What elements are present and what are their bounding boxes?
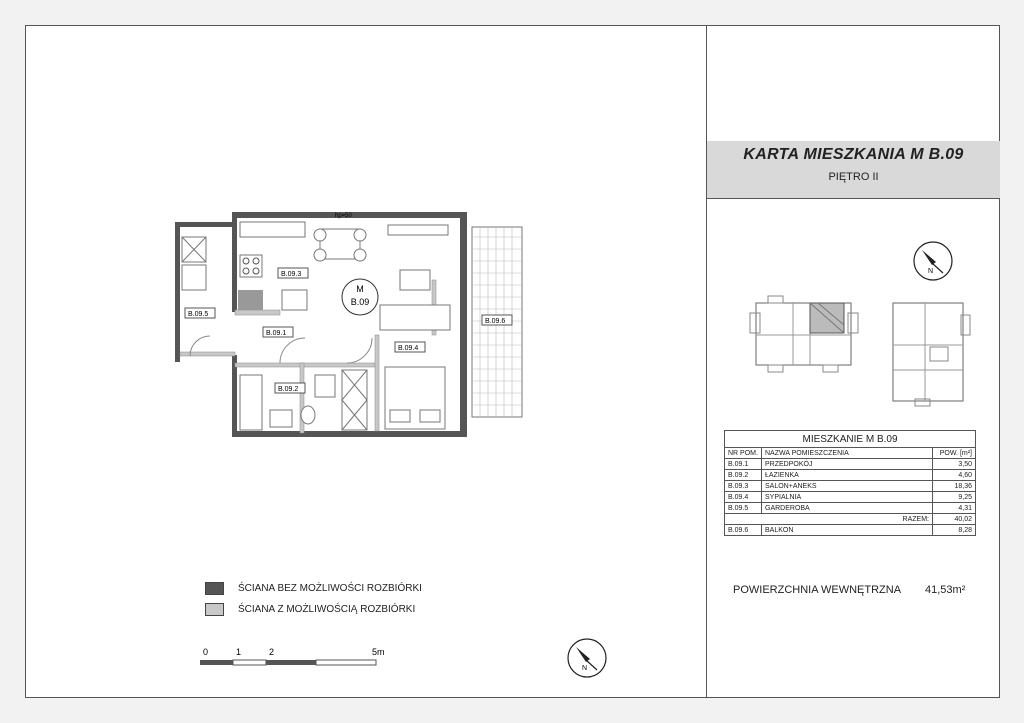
- room-schedule-table: [724, 430, 976, 536]
- north-arrow-icon: [912, 240, 954, 282]
- table-total-row: [725, 514, 976, 525]
- title-bottom-line: [706, 198, 1000, 199]
- table-row: [725, 525, 976, 536]
- room-label: B.09.2: [278, 386, 299, 393]
- table-row: [725, 470, 976, 481]
- scale-label: 5m: [372, 647, 385, 657]
- total-label: RAZEM:: [725, 514, 933, 525]
- floor-label: PIĘTRO II: [828, 171, 879, 183]
- title-block-divider: [706, 25, 707, 698]
- legend-item-structural: [205, 582, 422, 595]
- room-nr: B.09.1: [725, 459, 762, 470]
- room-label: B.09.1: [266, 330, 287, 337]
- room-area: 3,50: [933, 459, 976, 470]
- key-plan-right: [885, 295, 975, 410]
- svg-text:N: N: [928, 268, 934, 275]
- room-area: 4,60: [933, 470, 976, 481]
- legend-item-partition: [205, 603, 415, 616]
- room-area: 4,31: [933, 503, 976, 514]
- legend-label: ŚCIANA BEZ MOŻLIWOŚCI ROZBIÓRKI: [238, 583, 422, 595]
- room-area: 8,28: [933, 525, 976, 536]
- toilet: [301, 406, 315, 424]
- washing-machine-icon: [282, 290, 307, 310]
- room-nr: B.09.6: [725, 525, 762, 536]
- room-label: B.09.3: [281, 271, 302, 278]
- room-label: B.09.5: [188, 311, 209, 318]
- room-name: PRZEDPOKÓJ: [762, 459, 933, 470]
- room-nr: B.09.3: [725, 481, 762, 492]
- key-plan-left: [748, 295, 860, 375]
- room-nr: B.09.2: [725, 470, 762, 481]
- table-caption: MIESZKANIE M B.09: [725, 431, 976, 448]
- room-name: GARDEROBA: [762, 503, 933, 514]
- sheet-title: KARTA MIESZKANIA M B.09: [743, 146, 964, 163]
- svg-text:N: N: [582, 665, 588, 672]
- room-area: 9,25: [933, 492, 976, 503]
- fridge: [238, 290, 263, 310]
- floor-plan: [160, 205, 530, 445]
- kitchen-counter: [240, 222, 305, 237]
- door-swing: [347, 338, 372, 363]
- room-name: SALON+ANEKS: [762, 481, 933, 492]
- room-label: B.09.6: [485, 318, 506, 325]
- room-area: 18,36: [933, 481, 976, 492]
- table-row: [725, 481, 976, 492]
- total-value: 40,02: [933, 514, 976, 525]
- scale-bar: [200, 645, 400, 673]
- apartment-code: B.09: [350, 297, 370, 307]
- table-row: [725, 459, 976, 470]
- header-nr: NR POM.: [725, 448, 762, 459]
- internal-area-label: POWIERZCHNIA WEWNĘTRZNA: [733, 584, 902, 596]
- legend-label: ŚCIANA Z MOŻLIWOŚCIĄ ROZBIÓRKI: [238, 604, 416, 616]
- table-row: [725, 492, 976, 503]
- stove-icon: [240, 255, 262, 277]
- room-label: B.09.4: [398, 345, 419, 352]
- room-nr: B.09.5: [725, 503, 762, 514]
- shower-cabinet: [315, 375, 335, 397]
- table-row: [725, 503, 976, 514]
- scale-label: 0: [203, 647, 209, 657]
- header-area: POW. [m²]: [933, 448, 976, 459]
- legend-swatch-light: [205, 603, 224, 616]
- sink: [270, 410, 292, 427]
- sofa: [380, 305, 450, 330]
- room-name: BALKON: [762, 525, 933, 536]
- closet: [342, 370, 367, 430]
- room-name: SYPIALNIA: [762, 492, 933, 503]
- legend-swatch-dark: [205, 582, 224, 595]
- north-arrow-icon: [566, 637, 608, 679]
- apartment-label: M: [356, 284, 364, 294]
- coffee-table: [400, 270, 430, 290]
- scale-label: 2: [269, 647, 275, 657]
- room-name: ŁAZIENKA: [762, 470, 933, 481]
- door-swing: [280, 338, 305, 363]
- scale-label: 1: [236, 647, 242, 657]
- tv-unit: [388, 225, 448, 235]
- header-name: NAZWA POMIESZCZENIA: [762, 448, 933, 459]
- bathtub: [240, 375, 262, 430]
- room-nr: B.09.4: [725, 492, 762, 503]
- vent-note: hp=50: [335, 213, 352, 219]
- internal-area-value: 41,53m²: [925, 584, 966, 596]
